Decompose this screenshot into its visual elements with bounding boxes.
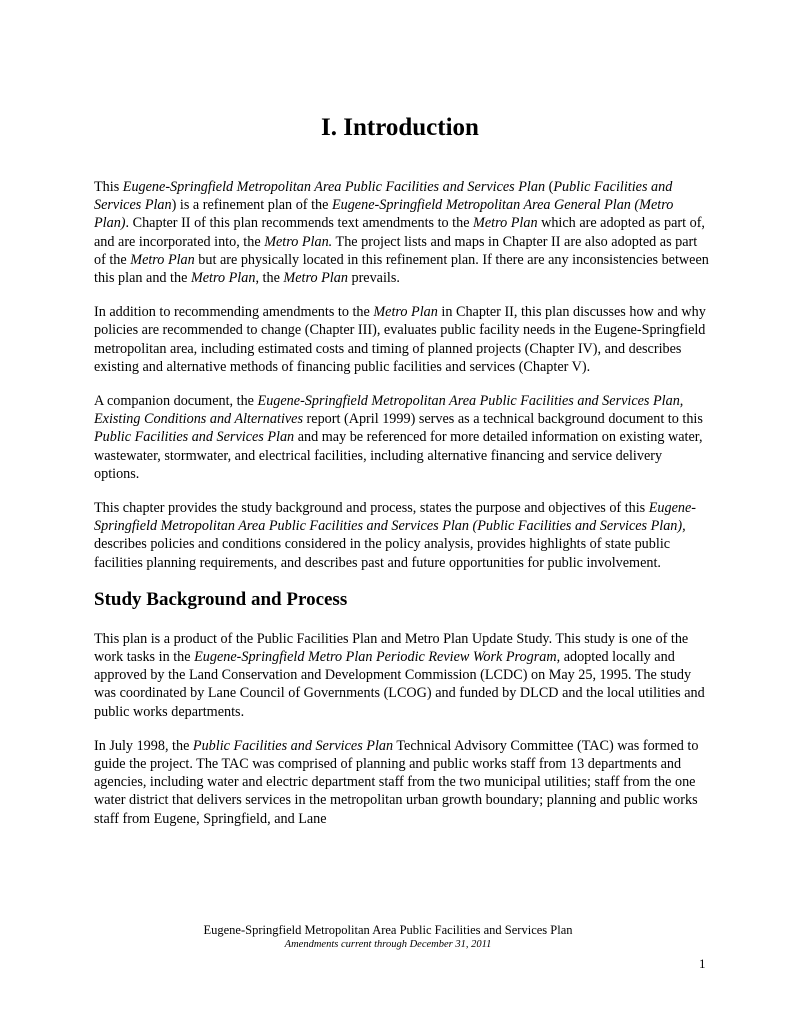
- footer-plan-title: Eugene-Springfield Metropolitan Area Public Facilities and Services Plan: [203, 923, 573, 937]
- italic-text-segment: Metro Plan: [373, 304, 438, 321]
- text-segment: which are adopted as part of, and are incorporated into, the: [94, 215, 705, 250]
- page-number: 1: [699, 956, 706, 971]
- paragraph: [94, 392, 710, 483]
- text-segment: The project lists and maps in Chapter II are also adopted as part of the: [94, 233, 698, 268]
- text-segment: prevails.: [347, 270, 400, 287]
- text-segment: and may be referenced for more detailed information on existing water, wastewater, stormwater, and electrical facilities, including alternative financing and service delivery options.: [94, 429, 703, 482]
- text-segment: , the: [255, 270, 284, 287]
- text-segment: A companion document, the: [94, 393, 258, 410]
- italic-text-segment: Eugene-Springfield Metropolitan Area General Plan (Metro Plan): [94, 197, 674, 232]
- italic-text-segment: Eugene-Springfield Metropolitan Area Public Facilities and Services Plan (Public Facilities and Services Plan),: [94, 500, 697, 535]
- italic-text-segment: Public Facilities and Services Plan: [94, 179, 673, 214]
- paragraph: [94, 303, 710, 376]
- text-segment: Technical Advisory Committee (TAC) was formed to guide the project. The TAC was comprised of planning and public works staff from 13 departments and agencies, including water and electric department staff from the two municipal utilities; staff from the one water district that delivers services in the metropolitan urban growth boundary; planning and public works staff from Eugene, Springfield, and Lane: [94, 737, 699, 827]
- text-segment: . Chapter II of this plan recommends text amendments to the: [125, 215, 474, 232]
- text-segment: report (April 1999) serves as a technical background document to this: [303, 411, 703, 428]
- intro-section: [94, 178, 710, 572]
- text-segment: In July 1998, the: [94, 737, 193, 754]
- page-content: [94, 178, 710, 844]
- text-segment: This plan is a product of the Public Facilities Plan and Metro Plan Update Study. This study is one of the work tasks in the: [94, 630, 689, 666]
- italic-text-segment: Eugene-Springfield Metropolitan Area Public Facilities and Services Plan, Existing Conditions and Alternatives: [94, 393, 684, 428]
- italic-text-segment: Public Facilities and Services Plan: [192, 737, 394, 754]
- italic-text-segment: Eugene-Springfield Metropolitan Area Public Facilities and Services Plan: [122, 179, 546, 195]
- italic-text-segment: Metro Plan: [190, 270, 256, 287]
- italic-text-segment: Metro Plan: [283, 270, 348, 287]
- page-footer: [0, 922, 776, 951]
- italic-text-segment: Public Facilities and Services Plan: [94, 429, 295, 446]
- text-segment: in Chapter II, this plan discusses how and why policies are recommended to change (Chapter III), evaluates public facility needs in the Eugene-Springfield metropolitan area, including estimated costs and timing of planned projects (Chapter IV), and describes existing and alternative methods of financing public facilities and services (Chapter V).: [94, 304, 706, 375]
- text-segment: but are physically located in this refinement plan. If there are any inconsistencies between this plan and the: [94, 251, 709, 287]
- text-segment: This chapter provides the study background and process, states the purpose and objectives of this: [94, 500, 649, 517]
- italic-text-segment: Metro Plan.: [264, 233, 333, 250]
- paragraph: [94, 737, 710, 828]
- italic-text-segment: Eugene-Springfield Metro Plan Periodic Review Work Program: [194, 649, 557, 666]
- text-segment: describes policies and conditions considered in the policy analysis, provides highlights of state public facilities planning requirements, and describes past and future opportunities for public involvement.: [94, 536, 671, 571]
- paragraph: [94, 499, 710, 572]
- paragraph: [94, 630, 710, 721]
- text-segment: ) is a refinement plan of the: [171, 197, 332, 214]
- page-title: I. Introduction: [321, 114, 479, 141]
- text-segment: (: [545, 179, 554, 195]
- section-heading: Study Background and Process: [94, 588, 348, 610]
- italic-text-segment: Metro Plan: [473, 215, 538, 232]
- study-background-section: [94, 630, 710, 828]
- text-segment: , adopted locally and approved by the Land Conservation and Development Commission (LCDC) on May 25, 1995. The study was coordinated by Lane Council of Governments (LCOG) and funded by DLCD and the local utilities and public works departments.: [94, 649, 705, 720]
- italic-text-segment: Metro Plan: [130, 251, 195, 268]
- footer-amendment-note: Amendments current through December 31, 2011: [284, 939, 492, 950]
- paragraph: [94, 178, 710, 287]
- text-segment: This: [94, 179, 123, 195]
- text-segment: In addition to recommending amendments to the: [94, 304, 374, 321]
